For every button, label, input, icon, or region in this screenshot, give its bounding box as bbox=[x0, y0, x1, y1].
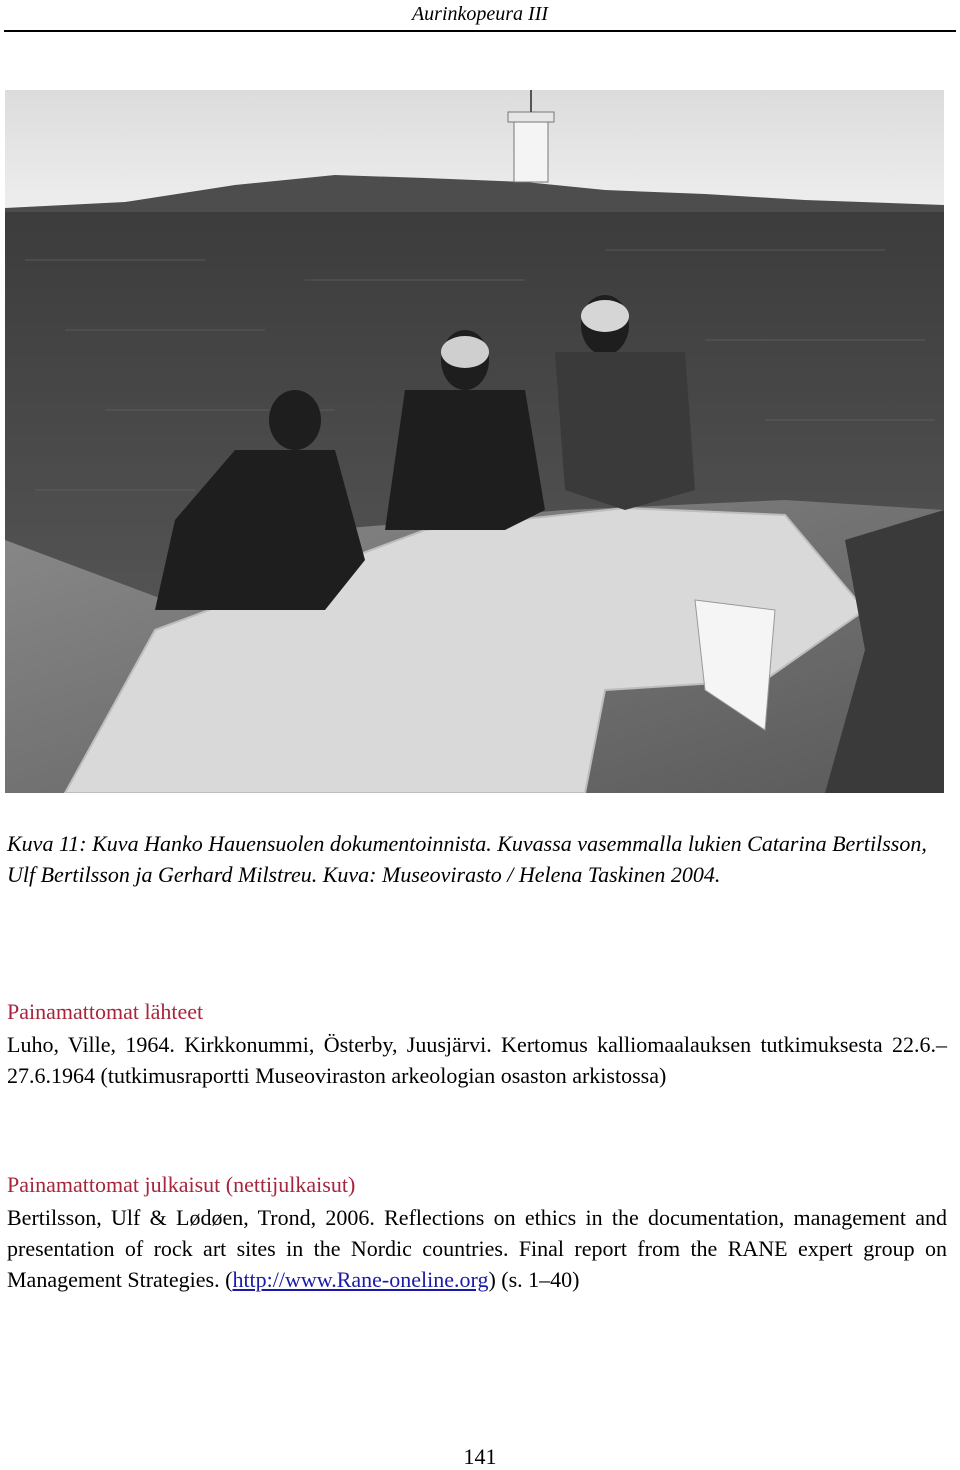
reference-tail: ) (s. 1–40) bbox=[488, 1267, 580, 1292]
section-heading: Painamattomat lähteet bbox=[7, 999, 204, 1024]
photograph-icon bbox=[5, 90, 944, 793]
section-heading: Painamattomat julkaisut (nettijulkaisut) bbox=[7, 1172, 356, 1197]
reference-text: Bertilsson, Ulf & Lødøen, Trond, 2006. Reflections on ethics in the documentation, management and presentation of rock art sites in the Nordic countries. Final report from the RANE expert group on Management Strategies. ( bbox=[7, 1205, 947, 1292]
reference-entry bbox=[7, 1202, 947, 1295]
figure-caption: Kuva 11: Kuva Hanko Hauensuolen dokumentoinnista. Kuvassa vasemmalla lukien Catarina Bertilsson, Ulf Bertilsson ja Gerhard Milstreu. Kuva: Museovirasto / Helena Taskinen 2004. bbox=[7, 831, 927, 887]
running-header: Aurinkopeura III bbox=[411, 3, 549, 25]
header-rule bbox=[4, 30, 956, 32]
documentation-photograph bbox=[5, 90, 944, 793]
page-number: 141 bbox=[463, 1444, 497, 1469]
rane-link[interactable]: http://www.Rane-oneline.org bbox=[232, 1267, 489, 1292]
unpublished-publications-section bbox=[7, 1169, 947, 1295]
reference-entry: Luho, Ville, 1964. Kirkkonummi, Österby, Juusjärvi. Kertomus kalliomaalauksen tutkimuksesta 22.6.–27.6.1964 (tutkimusraportti Museoviraston arkeologian osaston arkistossa) bbox=[7, 1032, 947, 1088]
unpublished-sources-section bbox=[7, 996, 947, 1091]
